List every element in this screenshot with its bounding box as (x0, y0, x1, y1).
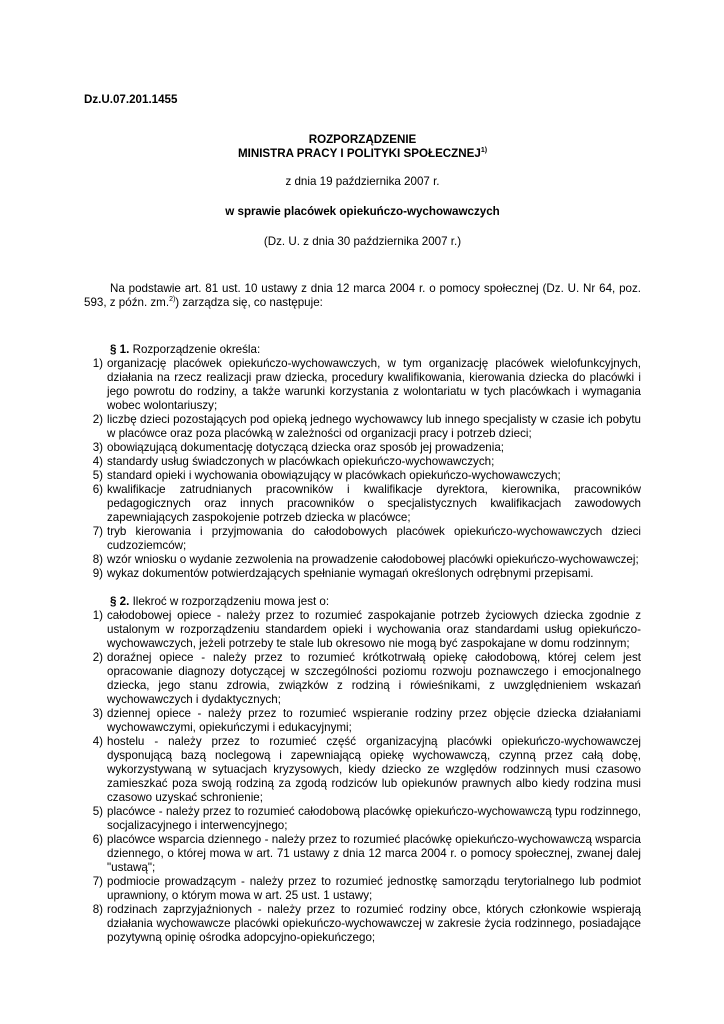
list-item-number: 4) (92, 455, 103, 468)
publication-line: (Dz. U. z dnia 30 października 2007 r.) (263, 235, 462, 248)
section-2-mark: § 2. (110, 595, 130, 608)
list-item-text: obowiązującą dokumentację dotyczącą dziecka oraz sposób jej prowadzenia; (107, 441, 504, 454)
document-header (84, 133, 641, 249)
section-2-item-5 (84, 805, 641, 833)
list-item-text: rodzinach zaprzyjaźnionych - należy przez to rozumieć rodziny obce, których członkowie wspierają działania wychowawcze placówki opiekuńczo-wychowawczej w zakresie życia rodzinnego, posiadające pozytywną opinię ośrodka adopcyjno-opiekuńczego; (107, 903, 641, 944)
list-item-text: organizację placówek opiekuńczo-wychowawczych, w tym organizację placówek wielofunkcyjnych, działania na rzecz realizacji praw dziecka, procedury kwalifikowania, kierowania dziecka do placówki i jego powrotu do rodziny, a także warunki korzystania z wolontariatu w tych placówkach i wymagania wobec wolontariuszy; (107, 357, 641, 412)
date-line: z dnia 19 października 2007 r. (285, 175, 440, 188)
list-item-number: 9) (92, 567, 103, 580)
legal-basis-paragraph (84, 282, 641, 310)
section-2-item-1 (84, 609, 641, 651)
title-line-2-text: MINISTRA PRACY I POLITYKI SPOŁECZNEJ (237, 147, 481, 160)
journal-reference: Dz.U.07.201.1455 (84, 93, 178, 106)
legal-basis-text-1: Na podstawie art. 81 ust. 10 ustawy z dnia 12 marca 2004 r. o pomocy społecznej (Dz. U. Nr 64, poz. 593, z późn. zm. (84, 282, 641, 309)
section-2-intro-text: Ilekroć w rozporządzeniu mowa jest o: (129, 595, 330, 608)
title-line-1: ROZPORZĄDZENIE (308, 133, 417, 146)
list-item-text: całodobowej opiece - należy przez to rozumieć zaspokajanie potrzeb życiowych dziecka zgodnie z ustalonym w rozporządzeniu standardem opieki i wychowania oraz standardami usług opiekuńczo-wychowawczych, jeżeli potrzeby te stale lub okresowo nie mogą być zaspokajane w domu rodzinnym; (107, 609, 641, 650)
list-item-number: 3) (92, 707, 103, 720)
section-1-mark: § 1. (110, 343, 130, 356)
list-item-number: 5) (92, 805, 103, 818)
list-item-number: 3) (92, 441, 103, 454)
section-1-item-1 (84, 357, 641, 413)
list-item-text: dziennej opiece - należy przez to rozumieć wspieranie rodziny przez objęcie dziecka działaniami wychowawczymi, opiekuńczymi i edukacyjnymi; (107, 707, 641, 734)
list-item-text: kwalifikacje zatrudnianych pracowników i kwalifikacje dyrektora, kierownika, pracowników pedagogicznych oraz innych pracowników o specjalistycznych kwalifikacjach zawodowych zapewniających zaspokojenie potrzeb dziecka w placówce; (107, 483, 641, 524)
list-item-text: liczbę dzieci pozostających pod opieką jednego wychowawcy lub innego specjalisty w czasie ich pobytu w placówce oraz poza placówką w zależności od organizacji pracy i potrzeb dzieci; (107, 413, 641, 440)
list-item-text: doraźnej opiece - należy przez to rozumieć krótkotrwałą opiekę całodobową, której celem jest opracowanie diagnozy dotyczącej w szczególności poziomu rozwoju poznawczego i emocjonalnego dziecka, jego stanu zdrowia, związków z rodziną i rówieśnikami, z uwzględnieniem wskazań wychowawczych i dydaktycznych; (107, 651, 641, 706)
section-2-item-2 (84, 651, 641, 707)
list-item-text: standard opieki i wychowania obowiązujący w placówkach opiekuńczo-wychowawczych; (107, 469, 561, 482)
list-item-number: 2) (92, 651, 103, 664)
title-footnote-marker: 1) (480, 147, 488, 155)
section-2-intro (84, 595, 641, 609)
list-item-number: 1) (92, 609, 103, 622)
section-2-list (84, 609, 641, 945)
section-2-item-6 (84, 833, 641, 875)
section-1-list (84, 357, 641, 581)
legal-basis-text-2: ) zarządza się, co następuje: (175, 296, 323, 309)
subject-line: w sprawie placówek opiekuńczo-wychowawczych (225, 205, 500, 218)
title-line-2 (84, 147, 641, 161)
list-item-number: 7) (92, 875, 103, 888)
list-item-number: 1) (92, 357, 103, 370)
list-item-number: 4) (92, 735, 103, 748)
list-item-number: 6) (92, 833, 103, 846)
list-item-text: placówce - należy przez to rozumieć całodobową placówkę opiekuńczo-wychowawczą typu rodzinnego, socjalizacyjnego i interwencyjnego; (107, 805, 641, 832)
list-item-number: 8) (92, 553, 103, 566)
list-item-number: 2) (92, 413, 103, 426)
list-item-number: 7) (92, 525, 103, 538)
section-1-item-5 (84, 469, 641, 483)
legal-basis-footnote-marker: 2) (169, 296, 176, 304)
section-1-intro (84, 343, 641, 357)
list-item-text: hostelu - należy przez to rozumieć część organizacyjną placówki opiekuńczo-wychowawczej dysponującą bazą noclegową i zapewniającą opiekę wychowawczą, czynną przez całą dobę, wykorzystywaną w sytuacjach kryzysowych, kiedy dziecko ze względów rodzinnych musi czasowo zamieszkać poza swoją rodziną za zgodą rodziców lub opiekunów prawnych albo kiedy rodzina musi czasowo uzyskać schronienie; (107, 735, 641, 804)
list-item-number: 8) (92, 903, 103, 916)
list-item-text: podmiocie prowadzącym - należy przez to rozumieć jednostkę samorządu terytorialnego lub podmiot uprawniony, o którym mowa w art. 25 ust. 1 ustawy; (107, 875, 641, 902)
list-item-text: placówce wsparcia dziennego - należy przez to rozumieć placówkę opiekuńczo-wychowawczą wsparcia dziennego, o której mowa w art. 71 ustawy z dnia 12 marca 2004 r. o pomocy społecznej, zwanej dalej "ustawą"; (107, 833, 641, 874)
section-2-item-4 (84, 735, 641, 805)
section-1-item-2 (84, 413, 641, 441)
list-item-number: 6) (92, 483, 103, 496)
section-2-item-8 (84, 903, 641, 945)
list-item-text: wykaz dokumentów potwierdzających spełnianie wymagań określonych odrębnymi przepisami. (107, 567, 594, 580)
list-item-number: 5) (92, 469, 103, 482)
section-1-item-6 (84, 483, 641, 525)
section-1-item-9 (84, 567, 641, 581)
section-1-item-4 (84, 455, 641, 469)
list-item-text: wzór wniosku o wydanie zezwolenia na prowadzenie całodobowej placówki opiekuńczo-wychowawczej; (107, 553, 639, 566)
section-2-item-7 (84, 875, 641, 903)
section-1-intro-text: Rozporządzenie określa: (129, 343, 261, 356)
section-2-item-3 (84, 707, 641, 735)
list-item-text: standardy usług świadczonych w placówkach opiekuńczo-wychowawczych; (107, 455, 495, 468)
list-item-text: tryb kierowania i przyjmowania do całodobowych placówek opiekuńczo-wychowawczych dzieci cudzoziemców; (107, 525, 641, 552)
section-1-item-8 (84, 553, 641, 567)
section-1-item-3 (84, 441, 641, 455)
section-1-item-7 (84, 525, 641, 553)
